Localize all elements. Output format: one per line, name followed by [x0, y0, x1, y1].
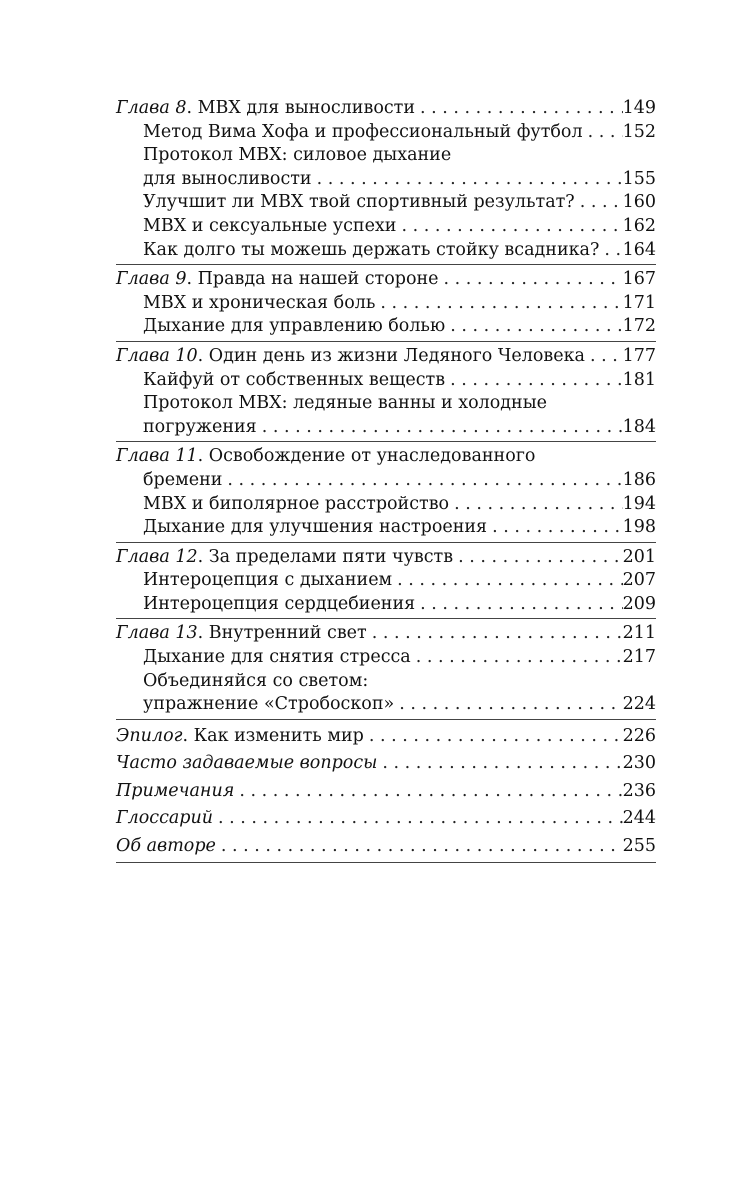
- toc-entry[interactable]: [116, 516, 656, 540]
- back-matter-entry[interactable]: [116, 778, 656, 806]
- toc-entry[interactable]: [116, 646, 656, 670]
- leader-dots: [364, 723, 623, 751]
- leader-dots: [367, 622, 623, 646]
- back-matter-entry[interactable]: [116, 833, 656, 861]
- leader-dots: [583, 121, 623, 145]
- chapter-section: [116, 622, 656, 719]
- chapter-label: Глава 10: [116, 345, 198, 366]
- entry-title: Протокол МВХ: силовое дыхание: [143, 145, 452, 166]
- page-number: 186: [622, 469, 656, 490]
- entry-label: Об авторе: [116, 835, 216, 856]
- entry-title: Интероцепция сердцебиения: [143, 593, 416, 614]
- back-matter-entry[interactable]: [116, 723, 656, 751]
- entry-title: Протокол МВХ: ледяные ванны и холодные: [143, 393, 547, 414]
- page-number: 198: [622, 517, 656, 538]
- chapter-section: [116, 546, 656, 620]
- page-number: 207: [622, 570, 656, 591]
- page-number: 160: [622, 192, 656, 213]
- entry-title-cont: упражнение «Стробоскоп»: [143, 694, 395, 715]
- page-number: 181: [622, 369, 656, 390]
- page-number: 177: [622, 345, 656, 366]
- chapter-title: . Освобождение от унаследованного: [197, 446, 536, 467]
- leader-dots: [445, 315, 622, 339]
- page-number: 226: [622, 725, 656, 746]
- leader-dots: [599, 239, 622, 263]
- chapter-section: [116, 268, 656, 342]
- leader-dots: [445, 369, 623, 393]
- leader-dots: [415, 97, 623, 121]
- chapter-title: . Правда на нашей стороне: [186, 269, 439, 290]
- entry-title: Объединяйся со светом:: [143, 670, 369, 691]
- page-number: 236: [622, 780, 656, 801]
- page-number: 162: [622, 215, 656, 236]
- page-number: 230: [622, 753, 656, 774]
- entry-title: МВХ и сексуальные успехи: [143, 215, 397, 236]
- toc-entry-line[interactable]: [116, 392, 656, 416]
- page-number: 155: [622, 168, 656, 189]
- chapter-section: [116, 445, 656, 542]
- toc-entry[interactable]: [116, 215, 656, 239]
- toc-entry[interactable]: [116, 239, 656, 263]
- chapter-label: Глава 12: [116, 546, 198, 567]
- chapter-label: Глава 8: [116, 98, 187, 118]
- chapter-title: . Внутренний свет: [197, 623, 367, 644]
- page-number: 255: [622, 835, 656, 856]
- chapter-section: [116, 97, 656, 265]
- leader-dots: [585, 345, 623, 369]
- back-matter-section: [116, 723, 656, 864]
- leader-dots: [392, 569, 622, 593]
- chapter-title: . За пределами пяти чувств: [197, 546, 454, 567]
- leader-dots: [487, 516, 623, 540]
- entry-title: Улучшит ли МВХ твой спортивный результат?: [143, 192, 575, 213]
- leader-dots: [394, 693, 622, 717]
- leader-dots: [575, 191, 623, 215]
- leader-dots: [453, 546, 623, 570]
- back-matter-entry[interactable]: [116, 750, 656, 778]
- leader-dots: [312, 168, 623, 192]
- page-number: 217: [622, 647, 656, 668]
- chapter-label: Глава 11: [116, 446, 198, 467]
- entry-title: Дыхание для улучшения настроения: [143, 517, 488, 538]
- leader-dots: [415, 593, 622, 617]
- toc-entry[interactable]: [116, 315, 656, 339]
- page-number: 209: [622, 593, 656, 614]
- leader-dots: [257, 416, 623, 440]
- chapter-title: . Один день из жизни Ледяного Человека: [197, 345, 585, 366]
- chapter-heading[interactable]: [116, 97, 656, 121]
- chapter-heading[interactable]: [116, 268, 656, 292]
- chapter-heading[interactable]: [116, 469, 656, 493]
- toc-entry[interactable]: [116, 416, 656, 440]
- page-number: 171: [622, 292, 656, 313]
- entry-label: Часто задаваемые вопросы: [116, 753, 378, 774]
- page-number: 164: [622, 239, 656, 260]
- entry-title: МВХ и биполярное расстройство: [143, 493, 450, 514]
- entry-title: Метод Вима Хофа и профессиональный футбол: [143, 121, 583, 142]
- entry-label: Глоссарий: [116, 808, 214, 829]
- toc-entry[interactable]: [116, 292, 656, 316]
- toc-entry[interactable]: [116, 369, 656, 393]
- chapter-label: Глава 9: [116, 269, 187, 290]
- toc-entry[interactable]: [116, 593, 656, 617]
- entry-title-cont: для выносливости: [143, 168, 312, 189]
- entry-title: Дыхание для управлению болью: [143, 316, 446, 337]
- toc-entry[interactable]: [116, 121, 656, 145]
- leader-dots: [216, 833, 623, 861]
- entry-title: . Как изменить мир: [182, 725, 364, 746]
- leader-dots: [411, 646, 623, 670]
- entry-title: Интероцепция с дыханием: [143, 570, 393, 591]
- toc-entry[interactable]: [116, 693, 656, 717]
- chapter-section: [116, 345, 656, 442]
- entry-title: Кайфуй от собственных веществ: [143, 369, 446, 390]
- leader-dots: [377, 750, 622, 778]
- page-number: 194: [622, 493, 656, 514]
- entry-title: Как долго ты можешь держать стойку всадника?: [143, 239, 600, 260]
- page-number: 152: [622, 121, 656, 142]
- toc-entry-line[interactable]: [116, 670, 656, 694]
- leader-dots: [213, 805, 623, 833]
- leader-dots: [449, 493, 622, 517]
- entry-label: Примечания: [116, 780, 235, 801]
- toc-entry[interactable]: [116, 168, 656, 192]
- chapter-label: Глава 13: [116, 623, 198, 644]
- page-number: 149: [622, 98, 656, 118]
- chapter-heading[interactable]: [116, 546, 656, 570]
- table-of-contents: [116, 97, 656, 866]
- page-number: 201: [622, 546, 656, 567]
- chapter-heading[interactable]: [116, 345, 656, 369]
- entry-title: МВХ и хроническая боль: [143, 292, 376, 313]
- leader-dots: [222, 469, 622, 493]
- entry-title-cont: погружения: [143, 416, 257, 437]
- back-matter-entry[interactable]: [116, 805, 656, 833]
- toc-entry[interactable]: [116, 569, 656, 593]
- page-number: 211: [622, 623, 656, 644]
- toc-entry-line[interactable]: [116, 144, 656, 168]
- page-number: 167: [622, 269, 656, 290]
- leader-dots: [439, 268, 623, 292]
- page-number: 224: [622, 694, 656, 715]
- page-number: 172: [622, 316, 656, 337]
- toc-entry[interactable]: [116, 493, 656, 517]
- page-number: 244: [622, 808, 656, 829]
- toc-entry[interactable]: [116, 191, 656, 215]
- page-number: 184: [622, 416, 656, 437]
- leader-dots: [234, 778, 622, 806]
- chapter-title: . МВХ для выносливости: [186, 98, 416, 118]
- leader-dots: [396, 215, 622, 239]
- entry-label: Эпилог: [116, 725, 183, 746]
- chapter-title-cont: бремени: [143, 469, 223, 490]
- chapter-heading-line[interactable]: [116, 445, 656, 469]
- leader-dots: [375, 292, 622, 316]
- chapter-heading[interactable]: [116, 622, 656, 646]
- entry-title: Дыхание для снятия стресса: [143, 647, 411, 668]
